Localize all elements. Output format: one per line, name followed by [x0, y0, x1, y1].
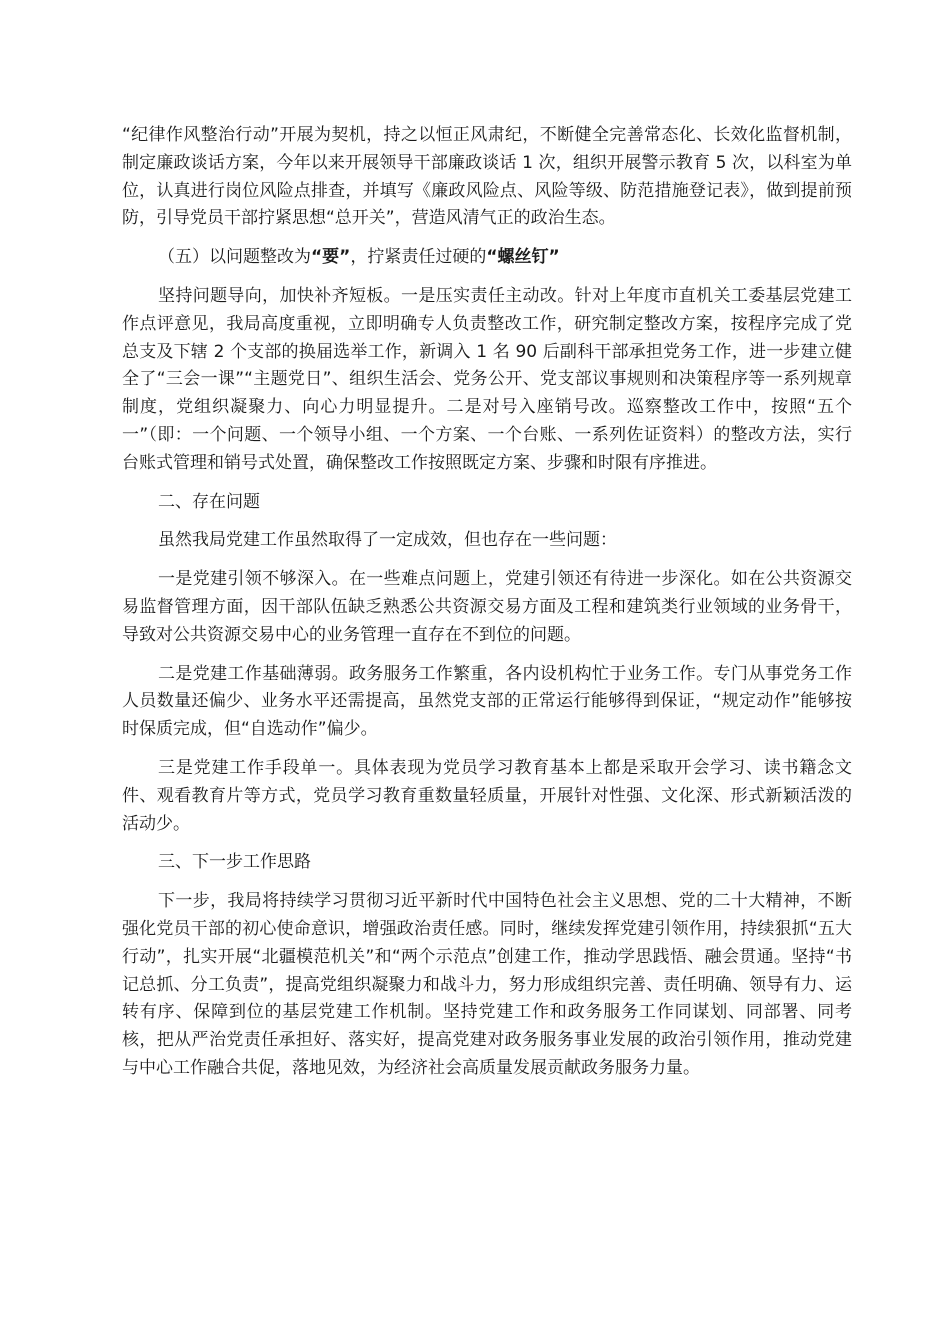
section-five-quote-screw: “螺丝钉”	[486, 247, 560, 268]
section-five-prefix: （五）以问题整改为	[158, 247, 311, 268]
paragraph-problem-three: 三是党建工作手段单一。具体表现为党员学习教育基本上都是采取开会学习、读书籍念文件、观看教育片等方式，党员学习教育重数量轻质量，开展针对性强、文化深、形式新颖活泼的活动少。	[122, 757, 852, 834]
section-two-heading: 二、存在问题	[158, 491, 260, 512]
document-page	[122, 122, 852, 1094]
paragraph-rectification: 坚持问题导向，加快补齐短板。一是压实责任主动改。针对上年度市直机关工委基层党建工作点评意见，我局高度重视，立即明确专人负责整改工作，研究制定整改方案，按程序完成了党总支及下辖 2 个支部的换届选举工作，新调入 1 名 90 后副科干部承担党务工作，进一步建立健全了“三会一课”“主题党日”、组织生活会、党务公开、党支部议事规则和决策程序等一系列规章制度，党组织凝聚力、向心力明显提升。二是对号入座销号改。巡察整改工作中，按照“五个一”（即：一个问题、一个领导小组、一个方案、一个台账、一系列佐证资料）的整改方法，实行台账式管理和销号式处置，确保整改工作按照既定方案、步骤和时限有序推进。	[122, 285, 852, 473]
paragraph-problem-two: 二是党建工作基础薄弱。政务服务工作繁重，各内设机构忙于业务工作。专门从事党务工作人员数量还偏少、业务水平还需提高，虽然党支部的正常运行能够得到保证，“规定动作”能够按时保质完成，但“自选动作”偏少。	[122, 663, 852, 740]
paragraph-problem-one: 一是党建引领不够深入。在一些难点问题上，党建引领还有待进一步深化。如在公共资源交易监督管理方面，因干部队伍缺乏熟悉公共资源交易方面及工程和建筑类行业领域的业务骨干，导致对公共资源交易中心的业务管理一直存在不到位的问题。	[122, 569, 852, 645]
section-three-heading: 三、下一步工作思路	[158, 852, 311, 873]
section-five-middle: ，拧紧责任过硬的	[350, 247, 487, 268]
paragraph-problems-intro: 虽然我局党建工作虽然取得了一定成效，但也存在一些问题：	[158, 530, 617, 551]
paragraph-next-steps: 下一步，我局将持续学习贯彻习近平新时代中国特色社会主义思想、党的二十大精神，不断强化党员干部的初心使命意识，增强政治责任感。同时，继续发挥党建引领作用，持续狠抓“五大行动”，扎实开展“北疆模范机关”和“两个示范点”创建工作，推动学思践悟、融会贯通。坚持“书记总抓、分工负责”，提高党组织凝聚力和战斗力，努力形成组织完善、责任明确、领导有力、运转有序、保障到位的基层党建工作机制。坚持党建工作和政务服务工作同谋划、同部署、同考核，把从严治党责任承担好、落实好，提高党建对政务服务事业发展的政治引领作用，推动党建与中心工作融合共促，落地见效，为经济社会高质量发展贡献政务服务力量。	[122, 891, 852, 1078]
section-five-quote-yao: “要”	[311, 247, 351, 268]
paragraph-discipline-continuation: “纪律作风整治行动”开展为契机，持之以恒正风肃纪，不断健全完善常态化、长效化监督机制，制定廉政谈话方案，今年以来开展领导干部廉政谈话 1 次，组织开展警示教育 5 次，以科室为单位，认真进行岗位风险点排查，并填写《廉政风险点、风险等级、防范措施登记表》，做到提前预防，引导党员干部拧紧思想“总开关”，营造风清气正的政治生态。	[122, 125, 852, 229]
section-five-heading	[122, 244, 852, 272]
